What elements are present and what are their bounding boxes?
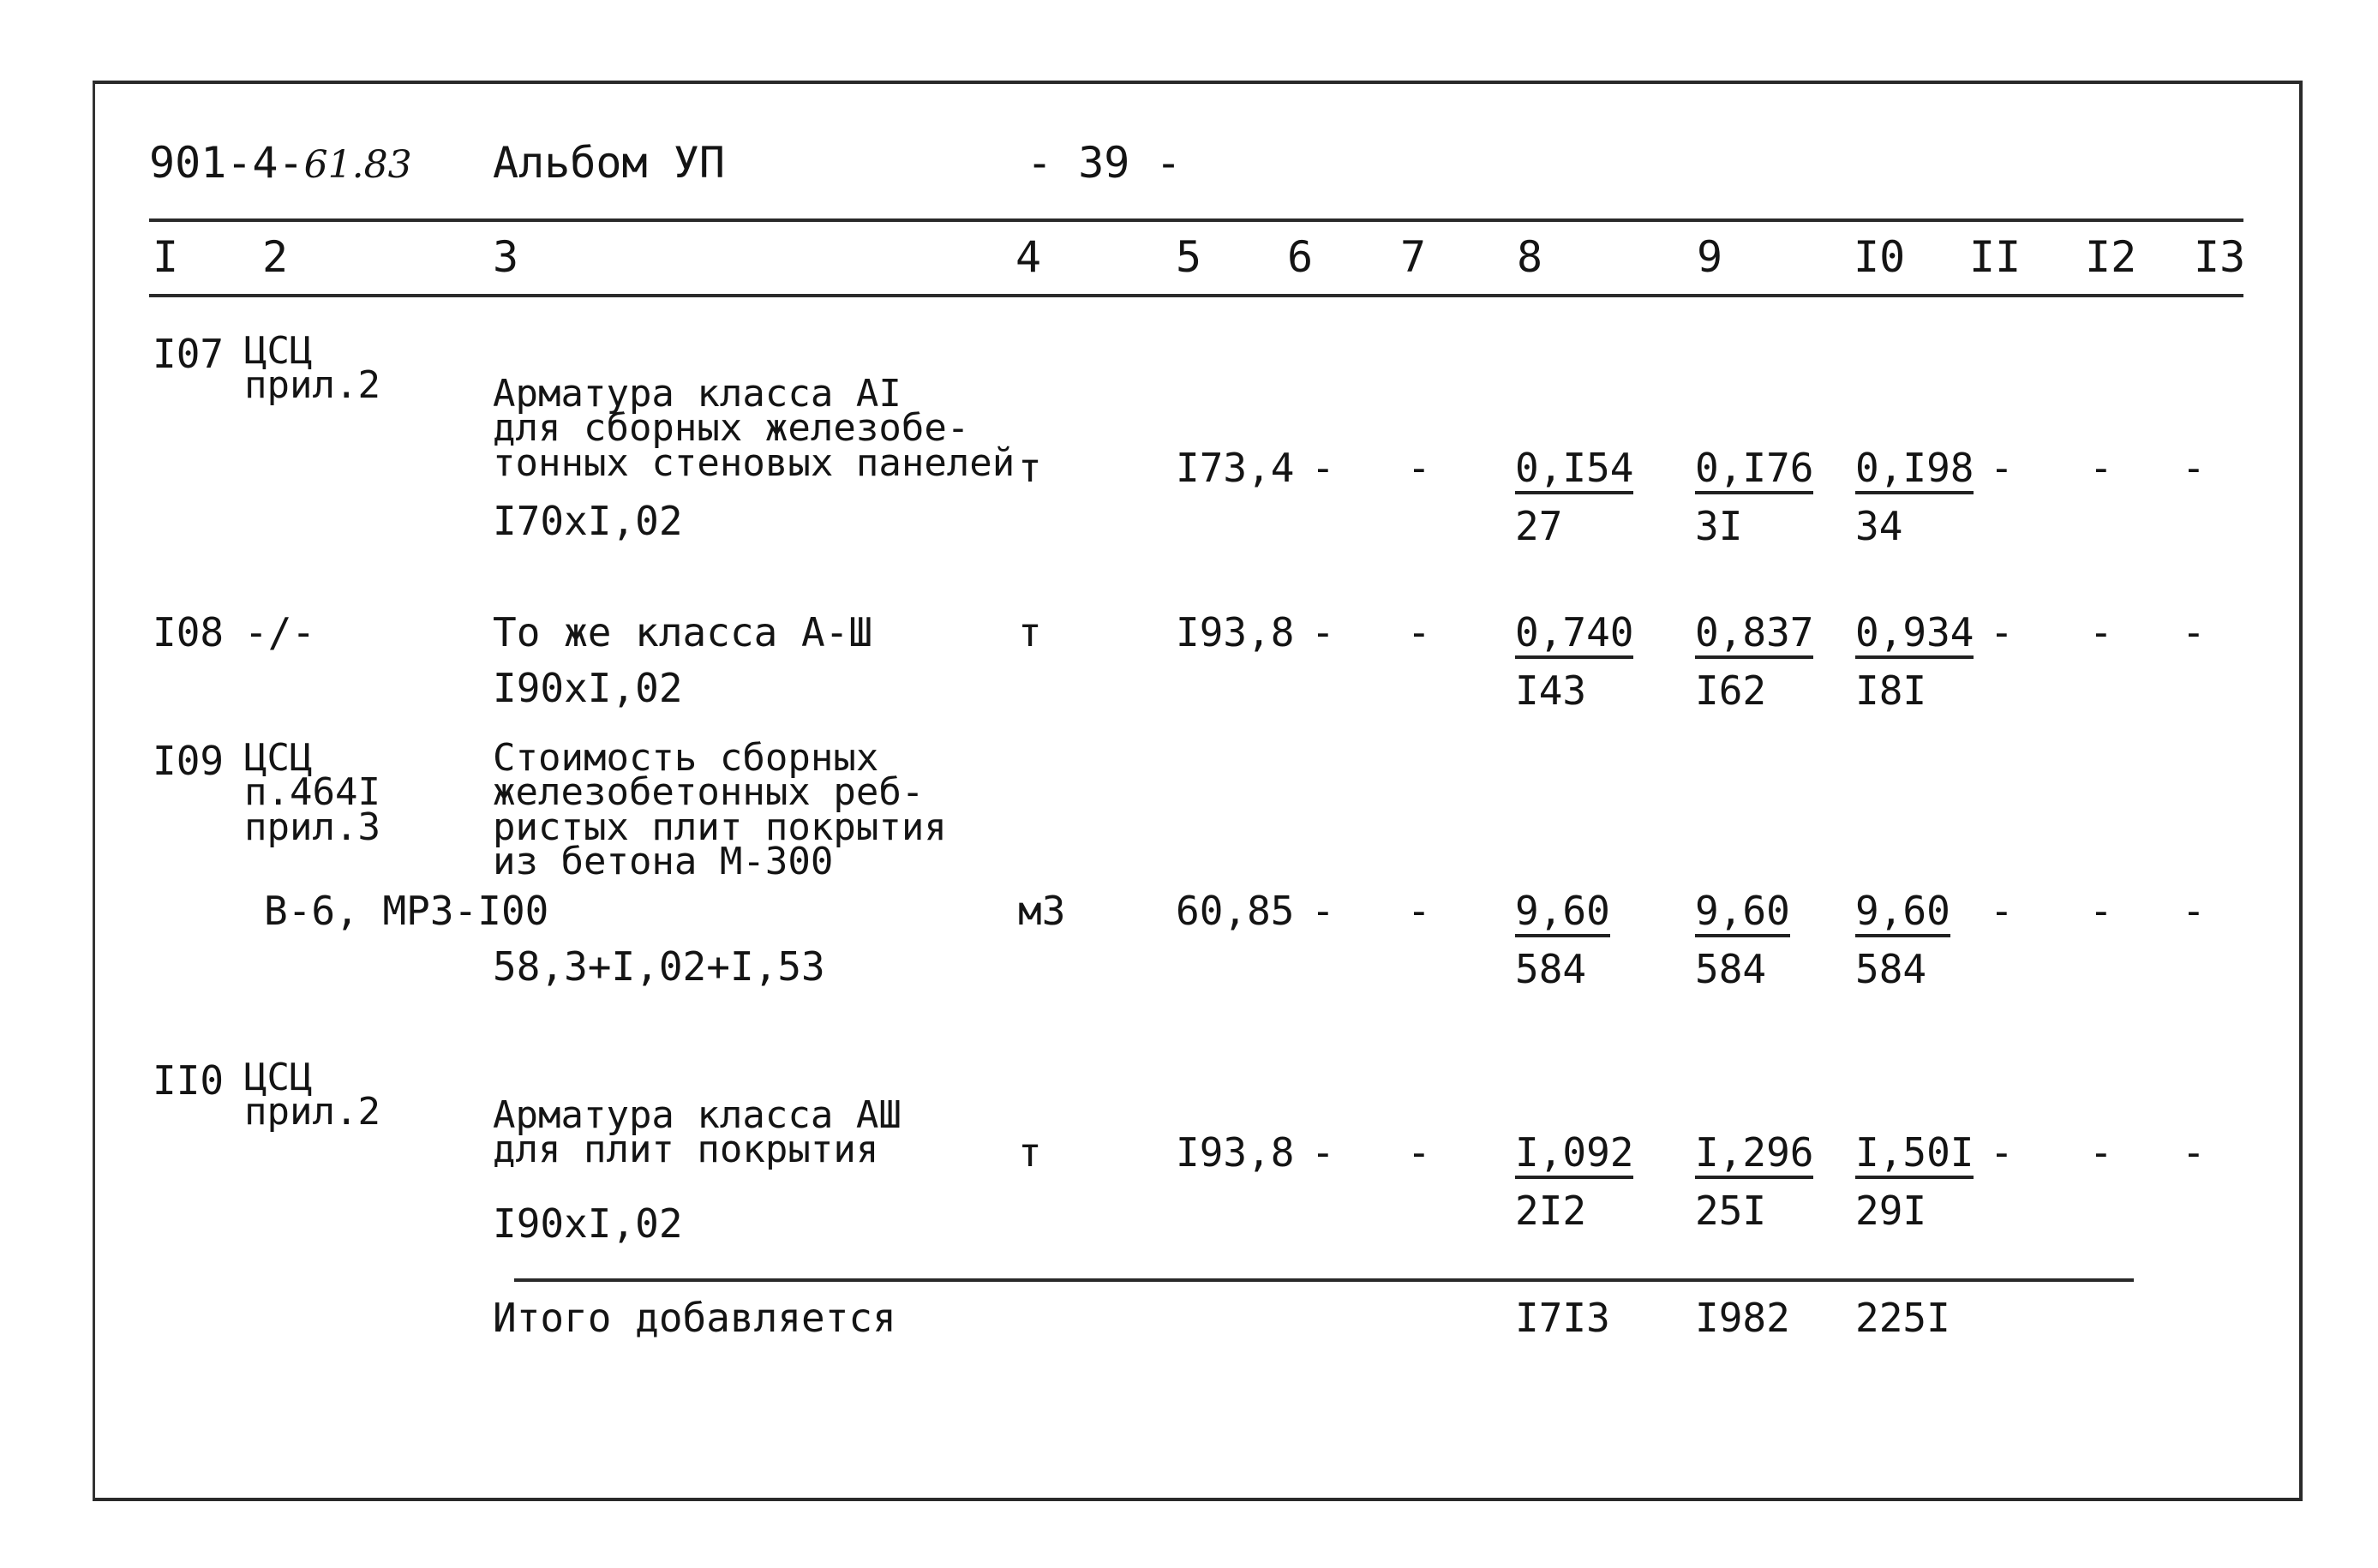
value-top: 0,837 — [1695, 613, 1813, 659]
row-source: ЦСЦ прил.2 — [244, 329, 380, 408]
row-col8 — [1515, 609, 1634, 714]
row-col7: - — [1407, 1129, 1431, 1176]
row-subline: В-6, МРЗ-I00 — [264, 888, 549, 934]
col-header: I2 — [2085, 232, 2137, 282]
row-col13: - — [2182, 609, 2206, 655]
row-col6: - — [1311, 1129, 1335, 1176]
row-col6: - — [1311, 888, 1335, 934]
row-name: Арматура класса АШ для плит покрытия — [493, 1093, 901, 1172]
page-number: - 39 - — [1027, 138, 1182, 188]
row-unit: т — [1018, 1129, 1042, 1176]
col-header: 6 — [1287, 232, 1314, 282]
row-col11: - — [1990, 609, 2014, 655]
row-unit: т — [1018, 609, 1042, 655]
row-col11: - — [1990, 445, 2014, 491]
row-col13: - — [2182, 445, 2206, 491]
row-col12: - — [2089, 445, 2113, 491]
row-col7: - — [1407, 888, 1431, 934]
row-col9 — [1695, 888, 1790, 992]
value-bottom: I8I — [1855, 667, 1927, 714]
value-bottom: 584 — [1515, 946, 1587, 992]
row-price: I93,8 — [1176, 1129, 1295, 1176]
row-col12: - — [2089, 609, 2113, 655]
value-top: I,092 — [1515, 1133, 1633, 1179]
row-col8 — [1515, 445, 1634, 549]
value-top: 0,740 — [1515, 613, 1633, 659]
row-col12: - — [2089, 1129, 2113, 1176]
row-col10 — [1855, 445, 1974, 549]
col-header: 3 — [493, 232, 519, 282]
col-header: I — [153, 232, 179, 282]
row-col7: - — [1407, 445, 1431, 491]
value-bottom: 27 — [1515, 503, 1563, 549]
row-number: I07 — [153, 331, 225, 377]
row-number: I09 — [153, 738, 225, 784]
row-name: Арматура класса AI для сборных железобе- тонных стеновых панелей — [493, 372, 1015, 485]
value-top: 9,60 — [1515, 891, 1610, 937]
row-formula: I90xI,02 — [493, 1200, 683, 1247]
row-name: То же класса А-Ш — [493, 609, 873, 655]
row-number: I08 — [153, 609, 225, 655]
row-source: ЦСЦ прил.2 — [244, 1056, 380, 1134]
doc-code-handwritten: 61.83 — [303, 143, 412, 187]
row-col13: - — [2182, 1129, 2206, 1176]
row-col8 — [1515, 888, 1610, 992]
row-col6: - — [1311, 445, 1335, 491]
value-bottom: 34 — [1855, 503, 1903, 549]
row-col6: - — [1311, 609, 1335, 655]
total-col8: I7I3 — [1515, 1295, 1610, 1341]
row-col9 — [1695, 445, 1814, 549]
value-bottom: I62 — [1695, 667, 1767, 714]
value-top: 9,60 — [1695, 891, 1790, 937]
value-top: I,50I — [1855, 1133, 1974, 1179]
row-col10 — [1855, 609, 1974, 714]
header-rule-top — [149, 218, 2243, 222]
row-unit: м3 — [1018, 888, 1066, 934]
row-col13: - — [2182, 888, 2206, 934]
row-col10 — [1855, 888, 1950, 992]
total-col9: I982 — [1695, 1295, 1790, 1341]
col-header: 8 — [1517, 232, 1543, 282]
row-source: -/- — [244, 609, 316, 655]
row-source: ЦСЦ п.464I прил.3 — [244, 736, 380, 849]
row-col9 — [1695, 1129, 1814, 1234]
row-col10 — [1855, 1129, 1974, 1234]
row-col9 — [1695, 609, 1814, 714]
row-formula: I90xI,02 — [493, 665, 683, 711]
total-col10: 225I — [1855, 1295, 1950, 1341]
col-header: II — [1969, 232, 2022, 282]
value-top: 0,I54 — [1515, 448, 1633, 494]
value-top: 0,934 — [1855, 613, 1974, 659]
row-number: II0 — [153, 1057, 225, 1104]
row-col11: - — [1990, 888, 2014, 934]
value-top: 0,I98 — [1855, 448, 1974, 494]
header-rule-bottom — [149, 294, 2243, 297]
value-bottom: I43 — [1515, 667, 1587, 714]
value-bottom: 2I2 — [1515, 1188, 1587, 1234]
row-unit: т — [1018, 445, 1042, 491]
col-header: 2 — [262, 232, 289, 282]
value-top: I,296 — [1695, 1133, 1813, 1179]
row-formula: I70xI,02 — [493, 498, 683, 544]
row-col11: - — [1990, 1129, 2014, 1176]
value-top: 0,I76 — [1695, 448, 1813, 494]
value-bottom: 25I — [1695, 1188, 1767, 1234]
col-header: 5 — [1176, 232, 1202, 282]
value-bottom: 3I — [1695, 503, 1743, 549]
col-header: 9 — [1697, 232, 1723, 282]
col-header: 4 — [1015, 232, 1042, 282]
doc-code — [149, 138, 412, 188]
row-formula: 58,3+I,02+I,53 — [493, 943, 825, 990]
col-header: I3 — [2194, 232, 2246, 282]
row-col8 — [1515, 1129, 1634, 1234]
doc-code-printed: 901-4- — [149, 138, 304, 188]
row-col12: - — [2089, 888, 2113, 934]
value-top: 9,60 — [1855, 891, 1950, 937]
row-price: I93,8 — [1176, 609, 1295, 655]
value-bottom: 29I — [1855, 1188, 1927, 1234]
value-bottom: 584 — [1695, 946, 1767, 992]
col-header: 7 — [1400, 232, 1427, 282]
row-price: 60,85 — [1176, 888, 1295, 934]
row-price: I73,4 — [1176, 445, 1295, 491]
row-name: Стоимость сборных железобетонных реб- ристых плит покрытия из бетона М-300 — [493, 736, 947, 884]
total-rule — [514, 1278, 2134, 1282]
value-bottom: 584 — [1855, 946, 1927, 992]
album-title: Альбом УП — [493, 138, 725, 188]
total-label: Итого добавляется — [493, 1295, 896, 1341]
col-header: I0 — [1854, 232, 1906, 282]
row-col7: - — [1407, 609, 1431, 655]
